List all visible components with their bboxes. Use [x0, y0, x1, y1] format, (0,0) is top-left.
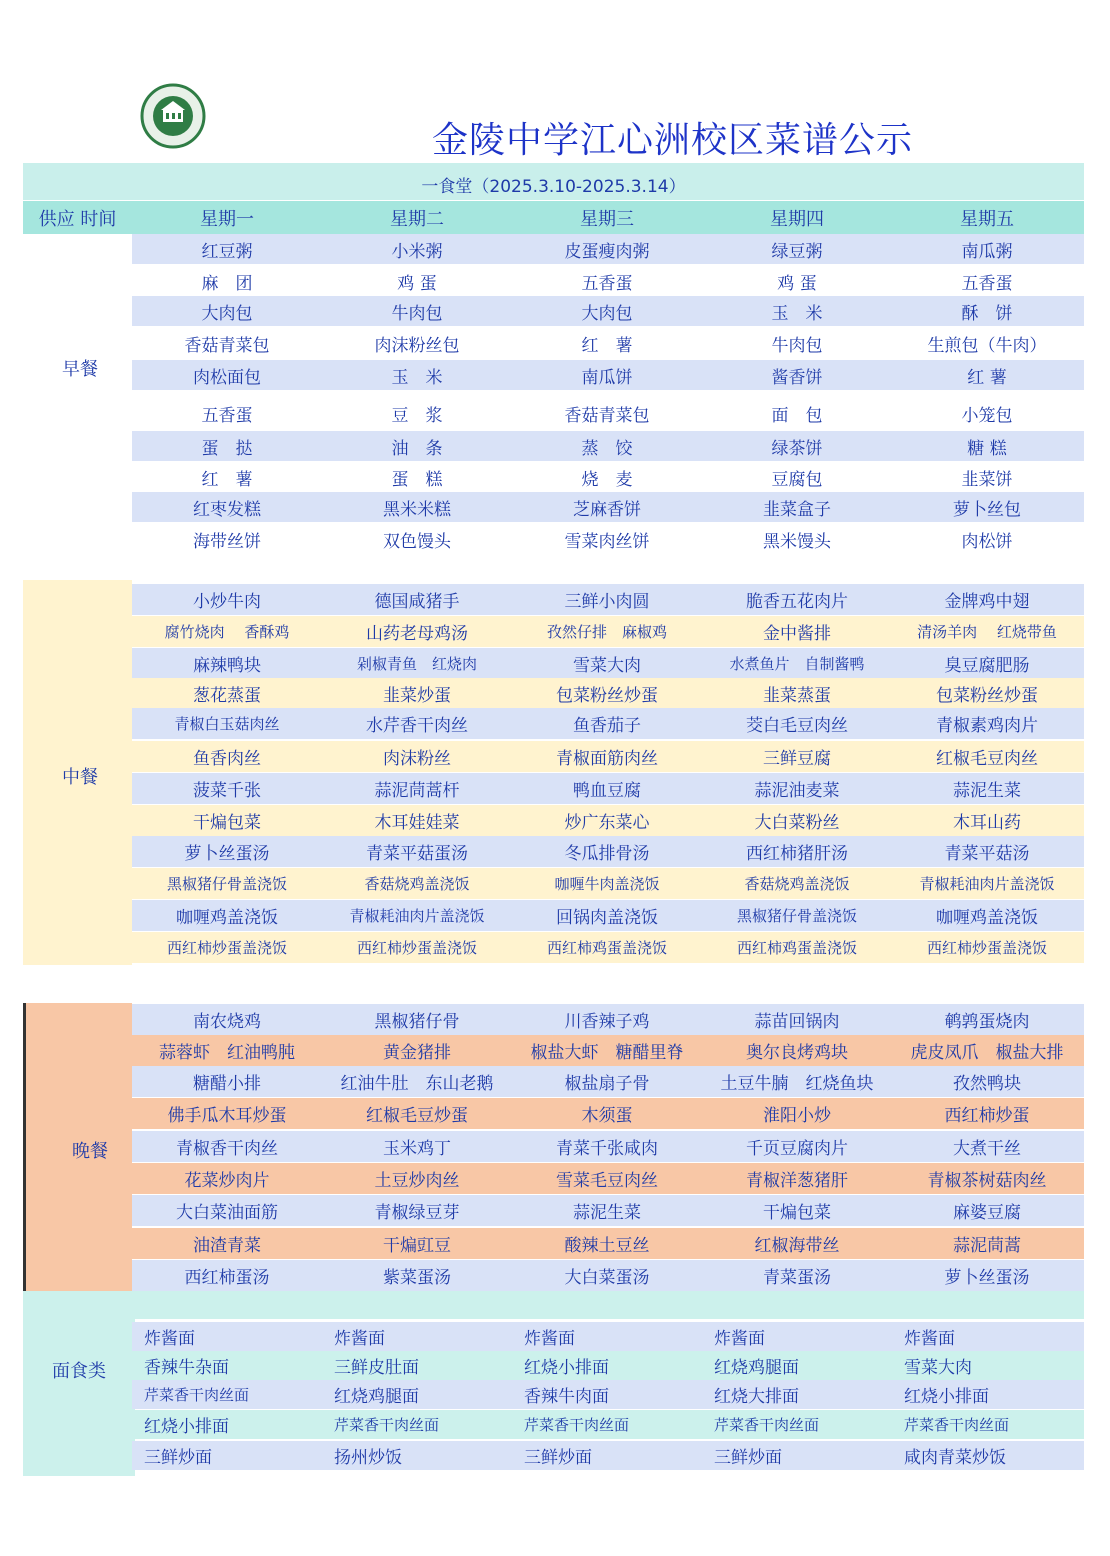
lunch-dish: 西红柿炒蛋盖浇饭: [166, 939, 287, 957]
lunch-dish: 青椒素鸡肉片: [936, 716, 1038, 736]
lunch-dish: 西红柿炒蛋盖浇饭: [926, 939, 1047, 957]
dinner-dish: 干煸豇豆: [383, 1236, 451, 1256]
breakfast-row: [132, 524, 1084, 554]
breakfast-dish: 黑米米糕: [383, 499, 451, 520]
breakfast-dish: 五香蛋: [961, 273, 1013, 294]
breakfast-dish: 雪菜肉丝饼: [564, 531, 650, 552]
breakfast-dish: 香菇青菜包: [564, 405, 650, 426]
breakfast-row: [132, 234, 1084, 264]
noodles-dish: 芹菜香干肉丝面: [714, 1416, 820, 1434]
lunch-row: [132, 616, 1084, 647]
dinner-dish: 淮阳小炒: [763, 1106, 831, 1126]
dinner-dish: 紫菜蛋汤: [383, 1268, 451, 1288]
lunch-row: [132, 741, 1084, 772]
dinner-dish: 红椒毛豆炒蛋: [366, 1106, 468, 1126]
lunch-dish: 剁椒青鱼 红烧肉: [356, 655, 477, 673]
noodles-row: [132, 1441, 1084, 1470]
breakfast-dish: 小笼包: [961, 405, 1013, 426]
breakfast-row: [132, 492, 1084, 522]
noodles-dish: 咸肉青菜炒饭: [904, 1448, 1006, 1468]
lunch-dish: 青椒耗油肉片盖浇饭: [349, 907, 485, 925]
noodles-dish: 扬州炒饭: [334, 1448, 402, 1468]
lunch-row: [132, 805, 1084, 836]
dinner-dish: 糖醋小排: [193, 1074, 261, 1094]
breakfast-dish: 酱香饼: [771, 367, 823, 388]
lunch-dish: 清汤羊肉 红烧带鱼: [917, 623, 1057, 641]
dinner-row: [132, 1098, 1084, 1129]
dinner-dish: 黄金猪排: [383, 1043, 451, 1063]
breakfast-dish: 酥 饼: [961, 303, 1013, 324]
school-logo: [130, 83, 216, 151]
breakfast-dish: 绿豆粥: [771, 241, 823, 262]
lunch-dish: 冬瓜排骨汤: [564, 844, 650, 864]
breakfast-dish: 牛肉包: [391, 303, 443, 324]
noodles-dish: 三鲜炒面: [714, 1448, 782, 1468]
dinner-dish: 萝卜丝蛋汤: [944, 1268, 1030, 1288]
dinner-dish: 油渣青菜: [193, 1236, 261, 1256]
breakfast-dish: 南瓜粥: [961, 241, 1013, 262]
dinner-dish: 木须蛋: [581, 1106, 633, 1126]
dinner-dish: 虎皮凤爪 椒盐大排: [910, 1043, 1064, 1063]
dinner-dish: 黑椒猪仔骨: [374, 1012, 460, 1032]
lunch-dish: 青菜平菇蛋汤: [366, 844, 468, 864]
breakfast-dish: 皮蛋瘦肉粥: [564, 241, 650, 262]
dinner-dish: 红油牛肚 东山老鹅: [340, 1074, 494, 1094]
breakfast-dish: 五香蛋: [201, 405, 253, 426]
dinner-dish: 椒盐大虾 糖醋里脊: [530, 1043, 684, 1063]
lunch-dish: 西红柿鸡蛋盖浇饭: [736, 939, 857, 957]
dinner-dish: 大白菜油面筋: [176, 1203, 278, 1223]
lunch-dish: 干煸包菜: [193, 813, 261, 833]
dinner-row: [132, 1131, 1084, 1162]
canteen-subtitle: 一食堂（2025.3.10-2025.3.14）: [421, 177, 686, 197]
noodles-dish: 炸酱面: [524, 1329, 575, 1349]
header-day: 星期二: [390, 208, 444, 230]
lunch-dish: 黑椒猪仔骨盖浇饭: [166, 875, 287, 893]
dinner-dish: 青椒绿豆芽: [374, 1203, 460, 1223]
lunch-row: [132, 773, 1084, 804]
lunch-dish: 青菜平菇汤: [944, 844, 1030, 864]
dinner-dish: 青椒洋葱猪肝: [746, 1171, 848, 1191]
lunch-dish: 青椒耗油肉片盖浇饭: [919, 875, 1055, 893]
dinner-row: [132, 1260, 1084, 1291]
dinner-dish: 干煸包菜: [763, 1203, 831, 1223]
noodles-row: [132, 1380, 1084, 1409]
header-corner: 供应 时间: [38, 208, 117, 230]
lunch-dish: 黑椒猪仔骨盖浇饭: [736, 907, 857, 925]
lunch-dish: 木耳娃娃菜: [374, 813, 460, 833]
noodles-dish: 炸酱面: [144, 1329, 195, 1349]
lunch-dish: 雪菜大肉: [573, 656, 641, 676]
lunch-dish: 青椒白玉菇肉丝: [174, 715, 280, 733]
lunch-dish: 德国咸猪手: [374, 592, 460, 612]
lunch-dish: 青椒面筋肉丝: [556, 749, 658, 769]
breakfast-row: [132, 462, 1084, 492]
lunch-dish: 包菜粉丝炒蛋: [556, 686, 658, 706]
breakfast-dish: 五香蛋: [581, 273, 633, 294]
header-day: 星期三: [580, 208, 634, 230]
lunch-dish: 三鲜豆腐: [763, 749, 831, 769]
lunch-dish: 鸭血豆腐: [573, 781, 641, 801]
breakfast-dish: 鸡 蛋: [777, 273, 817, 294]
lunch-dish: 山药老母鸡汤: [366, 624, 468, 644]
lunch-row: [132, 648, 1084, 679]
lunch-dish: 韭菜炒蛋: [383, 686, 451, 706]
lunch-dish: 红椒毛豆肉丝: [936, 749, 1038, 769]
lunch-dish: 咖喱牛肉盖浇饭: [554, 875, 660, 893]
dinner-row: [132, 1228, 1084, 1259]
noodles-dish: 红烧小排面: [524, 1358, 609, 1378]
lunch-dish: 金牌鸡中翅: [944, 592, 1030, 612]
lunch-row: [132, 900, 1084, 931]
breakfast-dish: 双色馒头: [383, 531, 451, 552]
dinner-dish: 蒜泥生菜: [573, 1203, 641, 1223]
breakfast-row: [132, 360, 1084, 390]
dinner-dish: 玉米鸡丁: [383, 1139, 451, 1159]
noodles-dish: 红烧大排面: [714, 1387, 799, 1407]
lunch-dish: 水芹香干肉丝: [366, 716, 468, 736]
dinner-dish: 红椒海带丝: [754, 1236, 840, 1256]
lunch-dish: 咖喱鸡盖浇饭: [176, 908, 278, 928]
lunch-dish: 脆香五花肉片: [746, 592, 848, 612]
noodles-dish: 芹菜香干肉丝面: [334, 1416, 440, 1434]
breakfast-dish: 芝麻香饼: [573, 499, 641, 520]
lunch-dish: 西红柿炒蛋盖浇饭: [356, 939, 477, 957]
noodles-dish: 芹菜香干肉丝面: [144, 1386, 250, 1404]
breakfast-dish: 肉松面包: [193, 367, 261, 388]
noodles-dish: 红烧鸡腿面: [334, 1387, 419, 1407]
lunch-dish: 臭豆腐肥肠: [944, 656, 1030, 676]
dinner-dish: 大煮干丝: [953, 1139, 1021, 1159]
breakfast-dish: 肉沫粉丝包: [374, 335, 460, 356]
lunch-dish: 肉沫粉丝: [383, 749, 451, 769]
breakfast-dish: 豆腐包: [771, 469, 823, 490]
dinner-dish: 麻婆豆腐: [953, 1203, 1021, 1223]
breakfast-dish: 红 薯: [967, 367, 1007, 388]
lunch-dish: 麻辣鸭块: [193, 656, 261, 676]
dinner-dish: 雪菜毛豆肉丝: [556, 1171, 658, 1191]
noodles-dish: 三鲜炒面: [144, 1448, 212, 1468]
dinner-dish: 蒜苗回锅肉: [754, 1012, 840, 1032]
noodles-dish: 炸酱面: [714, 1329, 765, 1349]
lunch-dish: 西红柿猪肝汤: [746, 844, 848, 864]
dinner-dish: 酸辣土豆丝: [564, 1236, 650, 1256]
dinner-dish: 青椒香干肉丝: [176, 1139, 278, 1159]
lunch-dish: 葱花蒸蛋: [193, 686, 261, 706]
breakfast-dish: 韭菜饼: [961, 469, 1013, 490]
lunch-dish: 腐竹烧肉 香酥鸡: [164, 623, 290, 641]
lunch-dish: 包菜粉丝炒蛋: [936, 686, 1038, 706]
dinner-row: [132, 1035, 1084, 1066]
dinner-dish: 奥尔良烤鸡块: [746, 1043, 848, 1063]
noodles-dish: 香辣牛杂面: [144, 1358, 229, 1378]
breakfast-dish: 韭菜盒子: [763, 499, 831, 520]
lunch-dish: 蒜泥油麦菜: [754, 781, 840, 801]
dinner-dish: 蒜泥茼蒿: [953, 1236, 1021, 1256]
breakfast-dish: 萝卜丝包: [953, 499, 1021, 520]
breakfast-dish: 海带丝饼: [193, 531, 261, 552]
table-header: [23, 201, 1084, 234]
noodles-dish: 雪菜大肉: [904, 1358, 972, 1378]
breakfast-dish: 蛋 挞: [201, 438, 253, 459]
noodles-dish: 红烧小排面: [904, 1387, 989, 1407]
lunch-dish: 小炒牛肉: [193, 592, 261, 612]
lunch-row: [132, 932, 1084, 963]
dinner-dish: 土豆炒肉丝: [374, 1171, 460, 1191]
breakfast-dish: 玉 米: [771, 303, 823, 324]
dinner-dish: 南农烧鸡: [193, 1012, 261, 1032]
lunch-row: [132, 584, 1084, 615]
noodles-dish: 红烧鸡腿面: [714, 1358, 799, 1378]
page-title: 金陵中学江心洲校区菜谱公示: [432, 120, 914, 161]
lunch-dish: 西红柿鸡蛋盖浇饭: [546, 939, 667, 957]
dinner-dish: 西红柿炒蛋: [944, 1106, 1030, 1126]
lunch-dish: 香菇烧鸡盖浇饭: [744, 875, 850, 893]
breakfast-dish: 生煎包（牛肉）: [927, 335, 1047, 356]
breakfast-dish: 红枣发糕: [193, 499, 261, 520]
lunch-dish: 蒜泥生菜: [953, 781, 1021, 801]
noodles-row: [132, 1410, 1084, 1439]
dinner-dish: 青菜千张咸肉: [556, 1139, 658, 1159]
lunch-dish: 孜然仔排 麻椒鸡: [546, 623, 667, 641]
lunch-dish: 木耳山药: [953, 813, 1021, 833]
breakfast-dish: 玉 米: [391, 367, 443, 388]
breakfast-dish: 鸡 蛋: [397, 273, 437, 294]
noodles-dish: 炸酱面: [904, 1329, 955, 1349]
lunch-dish: 茭白毛豆肉丝: [746, 716, 848, 736]
breakfast-dish: 面 包: [771, 405, 823, 426]
lunch-dish: 水煮鱼片 自制酱鸭: [729, 655, 865, 673]
lunch-dish: 萝卜丝蛋汤: [184, 844, 270, 864]
dinner-dish: 孜然鸭块: [953, 1074, 1021, 1094]
lunch-dish: 金中酱排: [763, 624, 831, 644]
dinner-dish: 青椒茶树菇肉丝: [927, 1171, 1047, 1191]
lunch-dish: 大白菜粉丝: [754, 813, 840, 833]
lunch-row: [132, 708, 1084, 739]
breakfast-row: [132, 431, 1084, 461]
lunch-dish: 炒广东菜心: [564, 813, 650, 833]
header-day: 星期一: [200, 208, 254, 230]
dinner-dish: 青菜蛋汤: [763, 1268, 831, 1288]
header-day: 星期四: [770, 208, 824, 230]
dinner-row: [132, 1163, 1084, 1194]
dinner-dish: 大白菜蛋汤: [564, 1268, 650, 1288]
breakfast-dish: 红豆粥: [201, 241, 253, 262]
breakfast-row: [132, 398, 1084, 428]
noodles-dish: 三鲜炒面: [524, 1448, 592, 1468]
breakfast-dish: 烧 麦: [581, 469, 633, 490]
dinner-row: [132, 1195, 1084, 1226]
noodles-row: [132, 1351, 1084, 1380]
breakfast-dish: 肉松饼: [961, 531, 1013, 552]
breakfast-dish: 麻 团: [201, 273, 253, 294]
dinner-dish: 椒盐扇子骨: [564, 1074, 650, 1094]
noodles-dish: 香辣牛肉面: [524, 1387, 609, 1407]
noodles-dish: 芹菜香干肉丝面: [524, 1416, 630, 1434]
noodles-dish: 芹菜香干肉丝面: [904, 1416, 1010, 1434]
noodles-row: [132, 1322, 1084, 1351]
breakfast-dish: 小米粥: [391, 241, 443, 262]
dinner-dish: 西红柿蛋汤: [184, 1268, 270, 1288]
breakfast-label: 早餐: [62, 359, 98, 380]
lunch-dish: 回锅肉盖浇饭: [556, 908, 658, 928]
dinner-dish: 蒜蓉虾 红油鸭肫: [159, 1043, 295, 1063]
lunch-dish: 菠菜千张: [193, 781, 261, 801]
dinner-dish: 佛手瓜木耳炒蛋: [167, 1106, 287, 1126]
lunch-row: [132, 868, 1084, 899]
dinner-dish: 鹌鹑蛋烧肉: [944, 1012, 1030, 1032]
noodles-label: 面食类: [52, 1361, 106, 1382]
lunch-row: [132, 678, 1084, 709]
breakfast-dish: 香菇青菜包: [184, 335, 270, 356]
breakfast-row: [132, 296, 1084, 326]
dinner-row: [132, 1004, 1084, 1035]
canteen-banner: [23, 163, 1084, 200]
dinner-label: 晚餐: [72, 1141, 108, 1162]
dinner-row: [132, 1066, 1084, 1097]
lunch-dish: 韭菜蒸蛋: [763, 686, 831, 706]
dinner-dish: 花菜炒肉片: [184, 1171, 270, 1191]
dinner-dish: 千页豆腐肉片: [746, 1139, 848, 1159]
lunch-dish: 三鲜小肉圆: [564, 592, 650, 612]
breakfast-dish: 绿茶饼: [771, 438, 823, 459]
noodles-dish: 炸酱面: [334, 1329, 385, 1349]
breakfast-dish: 油 条: [391, 438, 443, 459]
lunch-dish: 蒜泥茼蒿杆: [374, 781, 460, 801]
breakfast-dish: 牛肉包: [771, 335, 823, 356]
lunch-dish: 鱼香茄子: [573, 716, 641, 736]
breakfast-dish: 黑米馒头: [763, 531, 831, 552]
breakfast-dish: 豆 浆: [391, 405, 443, 426]
noodles-dish: 三鲜皮肚面: [334, 1358, 419, 1378]
breakfast-dish: 大肉包: [201, 303, 253, 324]
lunch-label: 中餐: [62, 767, 98, 788]
breakfast-row: [132, 266, 1084, 296]
breakfast-dish: 红 薯: [581, 335, 633, 356]
lunch-dish: 鱼香肉丝: [193, 749, 261, 769]
lunch-row: [132, 836, 1084, 867]
lunch-dish: 香菇烧鸡盖浇饭: [364, 875, 470, 893]
dinner-dish: 土豆牛腩 红烧鱼块: [720, 1074, 874, 1094]
breakfast-row: [132, 328, 1084, 358]
breakfast-dish: 糖 糕: [967, 438, 1007, 459]
header-day: 星期五: [960, 208, 1014, 230]
breakfast-dish: 大肉包: [581, 303, 633, 324]
dinner-dish: 川香辣子鸡: [564, 1012, 650, 1032]
breakfast-dish: 红 薯: [201, 469, 253, 490]
breakfast-dish: 南瓜饼: [581, 367, 633, 388]
breakfast-dish: 蛋 糕: [391, 469, 443, 490]
noodles-top-bg: [23, 1291, 1084, 1319]
breakfast-dish: 蒸 饺: [581, 438, 633, 459]
lunch-dish: 咖喱鸡盖浇饭: [936, 908, 1038, 928]
noodles-dish: 红烧小排面: [144, 1417, 229, 1437]
